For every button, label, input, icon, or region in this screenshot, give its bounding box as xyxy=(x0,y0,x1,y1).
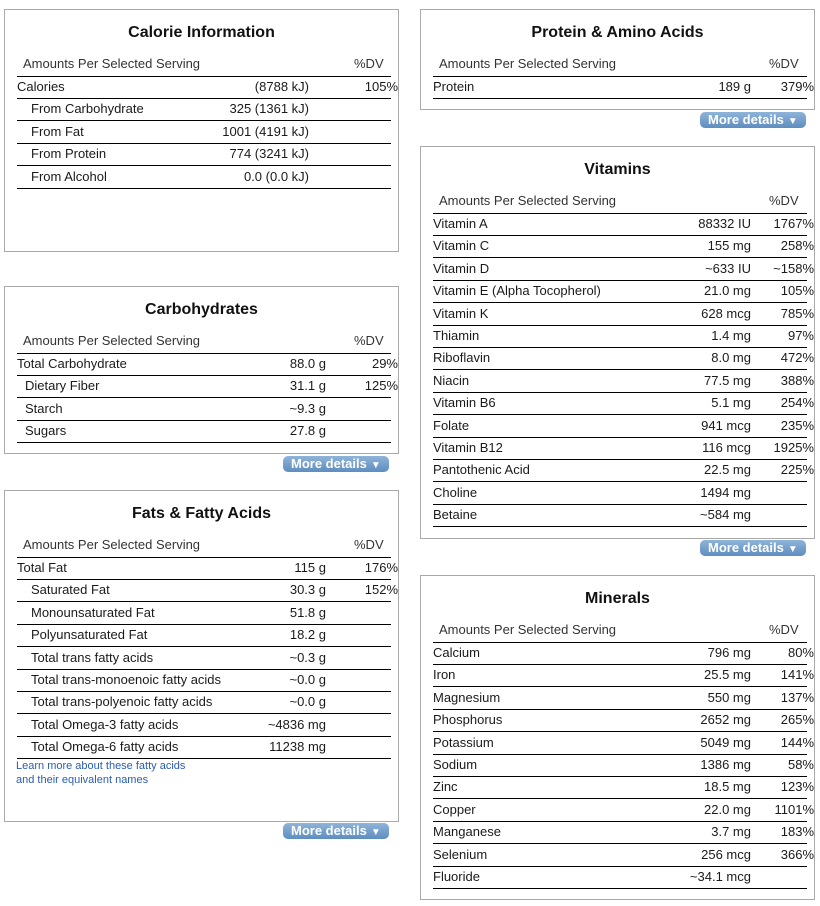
nutrient-amount: ~34.1 mcg xyxy=(689,869,751,884)
nutrient-dv: 105% xyxy=(364,79,398,94)
nutrient-amount: ~0.0 g xyxy=(289,694,326,710)
panel-title: Fats & Fatty Acids xyxy=(132,505,271,522)
table-row xyxy=(433,393,814,415)
nutrient-name: Saturated Fat xyxy=(31,582,110,598)
header-label: Amounts Per Selected Serving xyxy=(23,56,201,71)
nutrient-amount: 31.1 g xyxy=(289,378,326,394)
nutrient-name: Magnesium xyxy=(433,689,501,705)
nutrient-dv: 137% xyxy=(780,689,814,705)
table-row xyxy=(433,326,814,348)
table-row xyxy=(433,416,814,438)
table-header xyxy=(439,56,804,71)
nutrient-name: Total Omega-3 fatty acids xyxy=(31,716,179,732)
fats-more-details-button[interactable] xyxy=(283,823,389,839)
note-line: and their equivalent names xyxy=(16,774,149,786)
nutrient-amount: 116 mcg xyxy=(702,440,751,455)
nutrient-name: Sugars xyxy=(25,423,67,439)
note-line: Learn more about these fatty acids xyxy=(16,760,186,772)
nutrient-amount: 25.5 mg xyxy=(704,667,751,683)
table-row xyxy=(433,348,814,370)
table-row xyxy=(17,692,391,714)
panel-title: Vitamins xyxy=(584,161,651,178)
panel-title: Calorie Information xyxy=(128,24,275,41)
nutrient-amount: 155 mg xyxy=(707,238,751,254)
nutrient-dv: 1767% xyxy=(773,216,814,231)
nutrient-amount: 22.0 mg xyxy=(704,801,751,817)
nutrient-amount: ~584 mg xyxy=(700,507,751,523)
nutrient-dv: 152% xyxy=(364,582,398,598)
header-dv: %DV xyxy=(769,56,799,71)
nutrient-dv: 258% xyxy=(780,238,814,254)
table-row xyxy=(433,214,814,236)
nutrient-amount: 796 mg xyxy=(707,645,751,660)
nutrient-name: Iron xyxy=(433,667,456,683)
vitamins-more-details-button[interactable] xyxy=(700,540,806,556)
nutrient-name: Total Omega-6 fatty acids xyxy=(31,739,179,755)
nutrient-dv: 123% xyxy=(780,779,814,795)
nutrient-amount: 88.0 g xyxy=(289,356,326,371)
nutrient-name: Vitamin B6 xyxy=(433,395,496,411)
more-details-label: More details xyxy=(708,540,784,555)
table-row xyxy=(17,77,398,99)
table-row xyxy=(17,122,391,144)
nutrient-amount: 3.7 mg xyxy=(711,824,751,840)
nutrient-name: Monounsaturated Fat xyxy=(31,604,155,620)
nutrient-amount: 18.5 mg xyxy=(704,779,751,795)
table-row xyxy=(17,737,391,759)
nutrient-dv: 388% xyxy=(780,372,814,388)
nutrient-amount: 0.0 (0.0 kJ) xyxy=(243,168,309,184)
nutrient-amount: ~0.3 g xyxy=(289,649,326,665)
nutrient-name: Total trans fatty acids xyxy=(31,649,154,665)
table-row xyxy=(17,603,391,625)
nutrient-amount: 22.5 mg xyxy=(704,462,751,478)
nutrient-amount: 941 mcg xyxy=(701,417,751,433)
nutrient-name: From Fat xyxy=(31,123,84,139)
table-row xyxy=(433,438,814,460)
table-row xyxy=(17,648,391,670)
nutrient-name: Fluoride xyxy=(433,869,480,884)
nutrient-amount: 18.2 g xyxy=(289,627,326,643)
nutrient-dv: 97% xyxy=(787,328,814,343)
nutrient-name: Sodium xyxy=(433,757,478,772)
nutrient-amount: 30.3 g xyxy=(289,582,326,598)
nutrient-amount: 628 mcg xyxy=(701,305,751,321)
nutrient-name: Calories xyxy=(17,79,65,94)
nutrient-amount: 774 (3241 kJ) xyxy=(229,146,309,162)
nutrient-amount: 1494 mg xyxy=(700,484,751,500)
panel-title: Carbohydrates xyxy=(145,301,258,318)
header-label: Amounts Per Selected Serving xyxy=(439,622,617,637)
nutrient-dv: 1101% xyxy=(774,801,814,817)
table-row xyxy=(17,670,391,692)
minerals-panel xyxy=(420,575,815,900)
nutrient-name: Starch xyxy=(25,400,63,416)
nutrient-dv: 366% xyxy=(780,846,814,862)
nutrient-name: From Carbohydrate xyxy=(31,101,144,117)
table-header xyxy=(23,537,388,552)
table-header xyxy=(23,333,388,348)
nutrient-name: Protein xyxy=(433,79,475,94)
nutrient-name: Polyunsaturated Fat xyxy=(31,627,148,643)
triangle-down-icon: ▼ xyxy=(787,544,798,555)
panel-title: Protein & Amino Acids xyxy=(531,24,704,41)
nutrient-name: Pantothenic Acid xyxy=(433,462,530,478)
nutrient-amount: 115 g xyxy=(294,560,326,575)
nutrient-name: Vitamin A xyxy=(433,216,488,231)
table-row xyxy=(433,688,814,710)
nutrient-dv: 176% xyxy=(364,560,398,575)
nutrient-name: Vitamin D xyxy=(433,260,490,276)
nutrient-amount: ~633 IU xyxy=(705,260,751,276)
nutrient-dv: 80% xyxy=(787,645,814,660)
table-row xyxy=(17,580,398,602)
header-label: Amounts Per Selected Serving xyxy=(439,193,617,208)
table-header xyxy=(439,193,804,208)
more-details-label: More details xyxy=(708,112,784,127)
nutrient-name: Copper xyxy=(433,801,476,817)
nutrient-amount: 256 mcg xyxy=(701,846,751,862)
nutrient-name: Betaine xyxy=(433,507,478,523)
nutrient-amount: 1.4 mg xyxy=(711,328,751,343)
table-row xyxy=(433,800,814,822)
header-dv: %DV xyxy=(769,622,799,637)
nutrient-name: Total Fat xyxy=(17,560,67,575)
table-row xyxy=(433,281,814,303)
calorie-information-panel xyxy=(4,9,399,252)
table-row xyxy=(433,259,814,281)
nutrient-name: Calcium xyxy=(433,645,480,660)
nutrient-dv: ~158% xyxy=(773,260,814,276)
nutrient-amount: 550 mg xyxy=(707,689,751,705)
nutrient-amount: 1001 (4191 kJ) xyxy=(222,123,309,139)
nutrient-amount: ~4836 mg xyxy=(267,716,326,732)
nutrient-dv: 58% xyxy=(787,757,814,772)
table-row xyxy=(433,710,814,732)
nutrient-dv: 29% xyxy=(371,356,398,371)
more-details-label: More details xyxy=(291,456,367,471)
nutrient-dv: 144% xyxy=(780,734,814,750)
nutrient-name: Selenium xyxy=(433,846,488,862)
table-row xyxy=(17,625,391,647)
nutrient-amount: 77.5 mg xyxy=(704,372,751,388)
table-row xyxy=(17,399,391,421)
nutrient-dv: 379% xyxy=(780,79,814,94)
protein-amino-acids-panel xyxy=(420,9,815,110)
nutrient-name: Vitamin C xyxy=(433,238,490,254)
nutrient-name: Potassium xyxy=(433,734,494,750)
header-dv: %DV xyxy=(354,333,384,348)
table-row xyxy=(433,304,814,326)
table-row xyxy=(433,371,814,393)
nutrient-name: Phosphorus xyxy=(433,712,503,728)
nutrient-amount: ~0.0 g xyxy=(289,672,326,687)
table-row xyxy=(17,167,391,189)
nutrient-name: Total trans-monoenoic fatty acids xyxy=(31,672,222,687)
nutrient-amount: 5.1 mg xyxy=(711,395,751,411)
triangle-down-icon: ▼ xyxy=(787,116,798,127)
nutrient-name: Folate xyxy=(433,417,470,433)
nutrient-amount: 88332 IU xyxy=(698,216,751,231)
header-dv: %DV xyxy=(354,56,384,71)
nutrient-dv: 254% xyxy=(780,395,814,411)
header-label: Amounts Per Selected Serving xyxy=(23,537,201,552)
carbs-more-details-button[interactable] xyxy=(283,456,389,472)
table-row xyxy=(433,77,814,99)
nutrient-dv: 105% xyxy=(780,283,814,299)
nutrient-amount: 27.8 g xyxy=(289,423,326,439)
carbohydrates-panel xyxy=(4,286,399,454)
table-row xyxy=(433,505,807,527)
header-label: Amounts Per Selected Serving xyxy=(23,333,201,348)
table-row xyxy=(433,822,814,844)
nutrient-name: From Alcohol xyxy=(31,168,107,184)
nutrient-amount: 5049 mg xyxy=(700,734,751,750)
nutrient-amount: 2652 mg xyxy=(700,712,751,728)
table-header xyxy=(23,56,388,71)
nutrient-name: Total Carbohydrate xyxy=(17,356,127,371)
triangle-down-icon: ▼ xyxy=(370,460,381,471)
nutrient-name: Riboflavin xyxy=(433,350,491,366)
header-dv: %DV xyxy=(769,193,799,208)
nutrient-name: From Protein xyxy=(31,146,107,162)
nutrient-amount: 11238 mg xyxy=(269,739,326,755)
nutrient-amount: (8788 kJ) xyxy=(254,79,309,94)
nutrient-amount: 189 g xyxy=(718,79,751,94)
panel-title: Minerals xyxy=(585,590,650,607)
table-row xyxy=(433,777,814,799)
nutrient-dv: 785% xyxy=(780,305,814,321)
table-row xyxy=(433,845,814,867)
table-row xyxy=(17,144,391,166)
header-dv: %DV xyxy=(354,537,384,552)
table-row xyxy=(433,483,807,505)
table-row xyxy=(433,755,814,777)
fatty-acids-learn-more-link[interactable] xyxy=(16,759,185,787)
table-row xyxy=(17,376,398,398)
nutrient-dv: 235% xyxy=(780,417,814,433)
table-row xyxy=(433,665,814,687)
nutrient-name: Thiamin xyxy=(433,328,480,343)
nutrient-amount: ~9.3 g xyxy=(289,400,326,416)
nutrient-name: Choline xyxy=(433,484,478,500)
more-details-label: More details xyxy=(291,823,367,838)
nutrient-name: Dietary Fiber xyxy=(25,378,100,394)
nutrient-dv: 472% xyxy=(780,350,814,366)
table-row xyxy=(17,715,391,737)
nutrient-name: Niacin xyxy=(433,372,470,388)
table-row xyxy=(433,643,814,665)
nutrient-dv: 1925% xyxy=(773,440,814,455)
nutrient-name: Zinc xyxy=(433,779,458,795)
nutrient-name: Vitamin B12 xyxy=(433,440,503,455)
nutrient-name: Vitamin K xyxy=(433,305,489,321)
protein-more-details-button[interactable] xyxy=(700,112,806,128)
table-row xyxy=(433,460,814,482)
nutrient-amount: 51.8 g xyxy=(289,604,326,620)
triangle-down-icon: ▼ xyxy=(370,827,381,838)
table-row xyxy=(433,733,814,755)
nutrient-name: Manganese xyxy=(433,824,501,840)
nutrient-dv: 225% xyxy=(780,462,814,478)
nutrient-name: Total trans-polyenoic fatty acids xyxy=(31,694,213,710)
table-row xyxy=(433,236,814,258)
nutrient-amount: 325 (1361 kJ) xyxy=(229,101,309,117)
fats-fatty-acids-panel xyxy=(4,490,399,822)
table-row xyxy=(433,867,807,889)
nutrient-dv: 141% xyxy=(780,667,814,683)
table-row xyxy=(17,99,391,121)
table-row xyxy=(17,354,398,376)
nutrient-amount: 8.0 mg xyxy=(711,350,751,366)
vitamins-panel xyxy=(420,146,815,539)
table-row xyxy=(17,421,391,443)
nutrient-name: Vitamin E (Alpha Tocopherol) xyxy=(433,283,601,299)
nutrient-amount: 1386 mg xyxy=(700,757,751,772)
nutrient-amount: 21.0 mg xyxy=(704,283,751,299)
nutrient-dv: 265% xyxy=(780,712,814,728)
table-header xyxy=(439,622,804,637)
nutrient-dv: 125% xyxy=(364,378,398,394)
table-row xyxy=(17,558,398,580)
nutrient-dv: 183% xyxy=(780,824,814,840)
header-label: Amounts Per Selected Serving xyxy=(439,56,617,71)
